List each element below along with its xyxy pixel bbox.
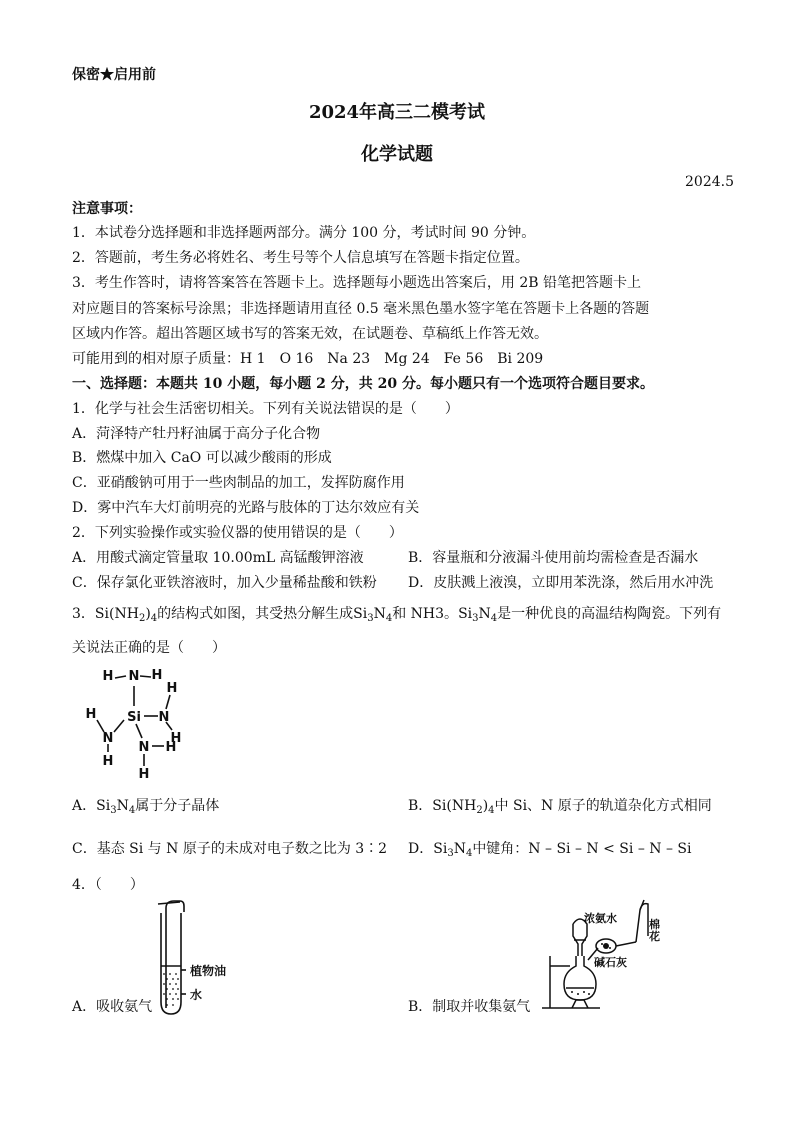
q1-option-a: A．菏泽特产牡丹籽油属于高分子化合物 xyxy=(72,426,321,442)
note-3-line2: 对应题目的答案标号涂黑；非选择题请用直径 0.5 毫米黑色墨水签字笔在答题卡上各题的答题 xyxy=(72,301,650,317)
subject-title: 化学试题 xyxy=(361,144,433,165)
q4-option-a: A．吸收氨气 xyxy=(72,999,153,1015)
q4-option-b: B．制取并收集氨气 xyxy=(408,999,531,1015)
atom-h: H xyxy=(138,767,150,782)
q2-option-d: D．皮肤溅上液溴，立即用苯洗涤，然后用水冲洗 xyxy=(408,575,714,591)
q3-option-d: D．$Si_3N_4$中键角：N – Si – N < Si – N – Si xyxy=(408,841,692,859)
q2-option-b: B．容量瓶和分液漏斗使用前均需检查是否漏水 xyxy=(408,550,699,566)
atom-h: H xyxy=(102,669,114,684)
q1-option-b: B．燃煤中加入 CaO 可以减少酸雨的形成 xyxy=(72,450,332,466)
atom-h: H xyxy=(165,740,177,755)
note-3-line1: 3．考生作答时，请将答案答在答题卡上。选择题每小题选出答案后，用 2B 铅笔把答题卡上 xyxy=(72,275,642,291)
q1-stem: 1．化学与社会生活密切相关。下列有关说法错误的是（ ） xyxy=(72,401,459,417)
ammonia-preparation-apparatus xyxy=(536,896,666,1016)
label-cotton-1: 棉 xyxy=(649,918,660,931)
section-heading: 一、选择题：本题共 10 小题，每小题 2 分，共 20 分。每小题只有一个选项符合题目要求。 xyxy=(72,376,654,392)
label-water: 水 xyxy=(190,988,203,1002)
q4-stem: 4．（ ） xyxy=(72,877,144,893)
atom-h: H xyxy=(166,681,178,696)
q1-option-c: C．亚硝酸钠可用于一些肉制品的加工，发挥防腐作用 xyxy=(72,475,405,491)
confidential-label: 保密★启用前 xyxy=(72,67,156,83)
atom-h: H xyxy=(85,707,97,722)
si-nh2-4-structure xyxy=(78,662,188,784)
atom-n: N xyxy=(138,740,150,755)
atom-si: Si xyxy=(127,710,141,725)
ammonia-absorption-apparatus xyxy=(150,898,250,1018)
atom-h: H xyxy=(151,668,163,683)
atomic-masses: 可能用到的相对原子质量：H 1 O 16 Na 23 Mg 24 Fe 56 Bi 209 xyxy=(72,351,544,367)
atom-h: H xyxy=(170,731,182,746)
note-1: 1．本试卷分选择题和非选择题两部分。满分 100 分，考试时间 90 分钟。 xyxy=(72,225,536,241)
q2-stem: 2．下列实验操作或实验仪器的使用错误的是（ ） xyxy=(72,525,403,541)
notes-heading: 注意事项： xyxy=(72,201,142,217)
q3-option-b: B．$Si(NH_2)_4$中 Si、N 原子的轨道杂化方式相同 xyxy=(408,798,712,816)
q3-stem-line2: 关说法正确的是（ ） xyxy=(72,640,226,656)
atom-h: H xyxy=(102,754,114,769)
q3-option-c: C．基态 Si 与 N 原子的未成对电子数之比为 3∶2 xyxy=(72,841,388,857)
q1-option-d: D．雾中汽车大灯前明亮的光路与肢体的丁达尔效应有关 xyxy=(72,500,420,516)
exam-title: 2024年高三二模考试 xyxy=(308,102,486,123)
label-vegetable-oil: 植物油 xyxy=(190,964,227,978)
label-cotton-2: 花 xyxy=(649,930,660,943)
q3-stem: 3．$Si(NH_2)_4$的结构式如图，其受热分解生成$Si_3N_4$和 NH3。$Si_3N_4$是一种优良的高温结构陶瓷。下列有 xyxy=(72,606,722,624)
q2-option-c: C．保存氯化亚铁溶液时，加入少量稀盐酸和铁粉 xyxy=(72,575,377,591)
label-concentrated-ammonia: 浓氨水 xyxy=(584,912,617,925)
atom-n: N xyxy=(128,669,140,684)
atom-n: N xyxy=(158,710,170,725)
atom-n: N xyxy=(102,731,114,746)
note-3-line3: 区域内作答。超出答题区域书写的答案无效，在试题卷、草稿纸上作答无效。 xyxy=(72,326,548,342)
q3-option-a: A．$Si_3N_4$属于分子晶体 xyxy=(72,798,220,816)
q2-option-a: A．用酸式滴定管量取 10.00mL 高锰酸钾溶液 xyxy=(72,550,364,566)
note-2: 2．答题前，考生务必将姓名、考生号等个人信息填写在答题卡指定位置。 xyxy=(72,250,529,266)
label-soda-lime: 碱石灰 xyxy=(594,956,627,969)
exam-date: 2024.5 xyxy=(685,174,734,190)
